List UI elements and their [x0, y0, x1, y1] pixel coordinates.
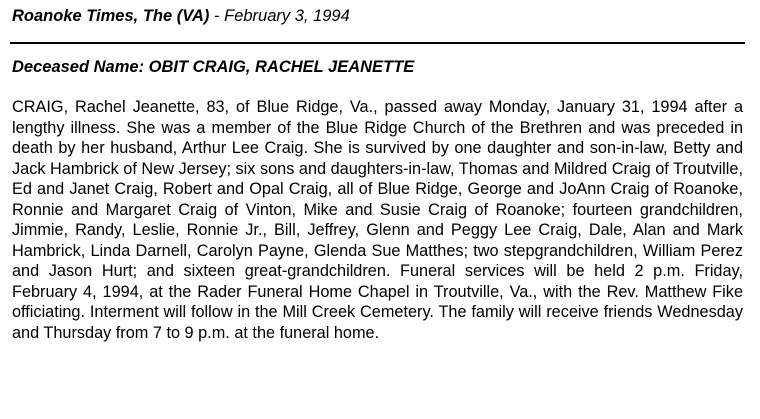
- article-header: [12, 7, 350, 26]
- publication-name: Roanoke Times, The (VA): [12, 7, 210, 25]
- deceased-name: Deceased Name: OBIT CRAIG, RACHEL JEANETTE: [12, 58, 415, 76]
- publication-date: February 3, 1994: [224, 7, 350, 25]
- header-separator: -: [209, 7, 225, 25]
- obituary-text: CRAIG, Rachel Jeanette, 83, of Blue Ridge, Va., passed away Monday, January 31, 1994 after a lengthy illness. She was a member of the Blue Ridge Church of the Brethren and was preceded in death by her husband, Arthur Lee Craig. She is survived by one daughter and son-in-law, Betty and Jack Hambrick of New Jersey; six sons and daughters-in-law, Thomas and Mildred Craig of Troutville, Ed and Janet Craig, Robert and Opal Craig, all of Blue Ridge, George and JoAnn Craig of Roanoke, Ronnie and Margaret Craig of Vinton, Mike and Susie Craig of Roanoke; fourteen grandchildren, Jimmie, Randy, Leslie, Ronnie Jr., Bill, Jeffrey, Glenn and Peggy Lee Craig, Dale, Alan and Mark Hambrick, Linda Darnell, Carolyn Payne, Glenda Sue Matthes; two stepgrandchildren, William Perez and Jason Hurt; and sixteen great-grandchildren. Funeral services will be held 2 p.m. Friday, February 4, 1994, at the Rader Funeral Home Chapel in Troutville, Va., with the Rev. Matthew Fike officiating. Interment will follow in the Mill Creek Cemetery. The family will receive friends Wednesday and Thursday from 7 to 9 p.m. at the funeral home.: [12, 98, 743, 342]
- header-divider: [10, 42, 745, 44]
